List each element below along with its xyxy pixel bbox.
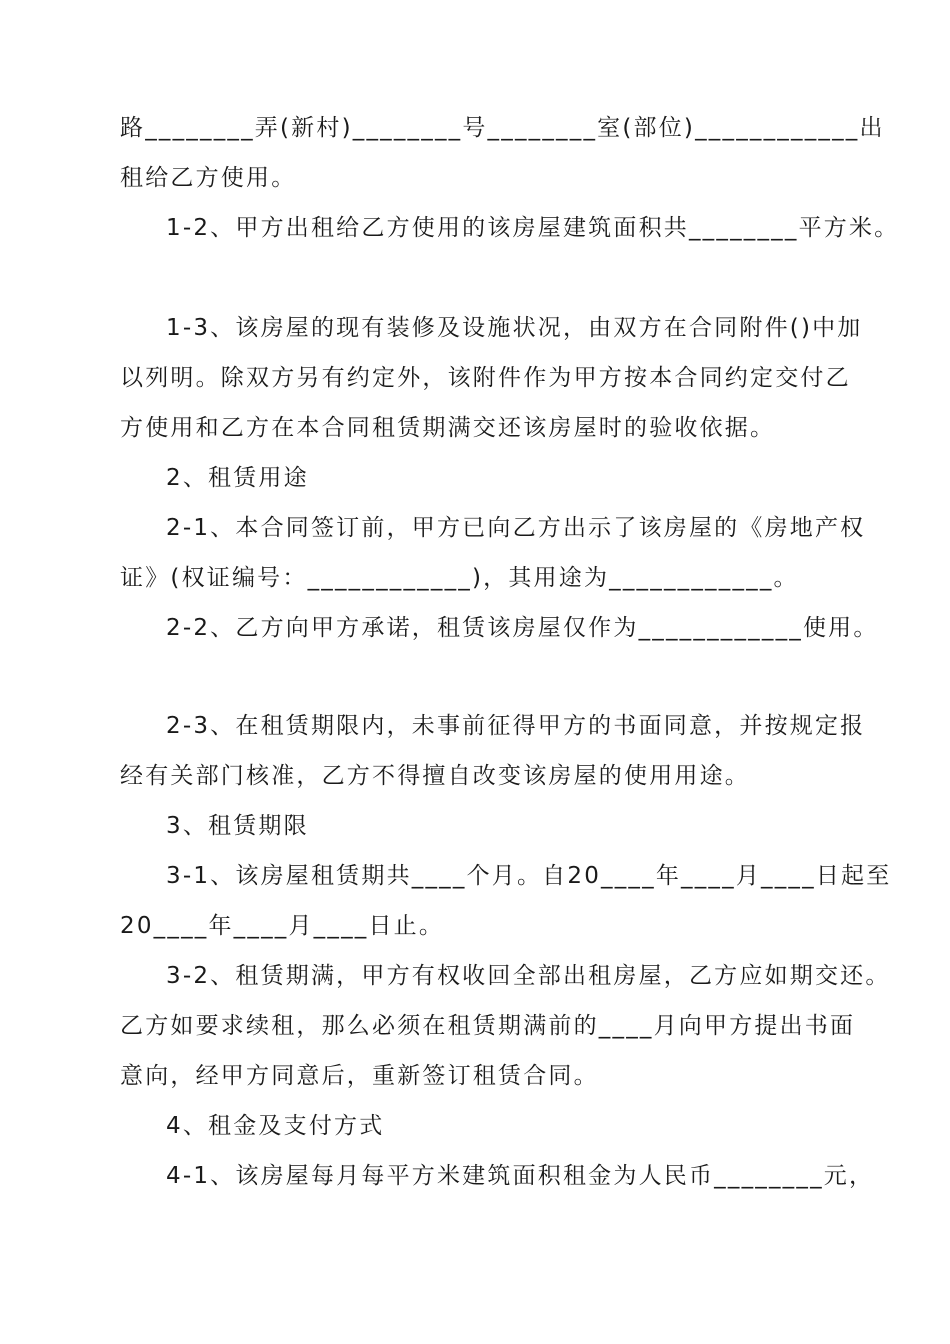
text-line: 4-1、该房屋每月每平方米建筑面积租金为人民币________元， [166, 1163, 875, 1189]
text-line: 乙方如要求续租，那么必须在租赁期满前的____月向甲方提出书面 [120, 1013, 856, 1039]
text-line: 意向，经甲方同意后，重新签订租赁合同。 [120, 1063, 599, 1089]
text-line: 方使用和乙方在本合同租赁期满交还该房屋时的验收依据。 [120, 415, 776, 441]
text-line: 证》(权证编号：____________)，其用途为____________。 [120, 565, 799, 591]
section-heading: 2、租赁用途 [166, 465, 309, 491]
text-line: 2-3、在租赁期限内，未事前征得甲方的书面同意，并按规定报 [166, 713, 866, 739]
text-line: 租给乙方使用。 [120, 165, 297, 191]
text-line: 经有关部门核准，乙方不得擅自改变该房屋的使用用途。 [120, 763, 750, 789]
text-line: 1-3、该房屋的现有装修及设施状况，由双方在合同附件()中加 [166, 315, 863, 341]
text-line: 3-1、该房屋租赁期共____个月。自20____年____月____日起至 [166, 863, 892, 889]
text-line: 2-2、乙方向甲方承诺，租赁该房屋仅作为____________使用。 [166, 615, 879, 641]
section-heading: 3、租赁期限 [166, 813, 309, 839]
text-line: 2-1、本合同签订前，甲方已向乙方出示了该房屋的《房地产权 [166, 515, 866, 541]
section-heading: 4、租金及支付方式 [166, 1113, 385, 1139]
text-line: 1-2、甲方出租给乙方使用的该房屋建筑面积共________平方米。 [166, 215, 900, 241]
text-line: 3-2、租赁期满，甲方有权收回全部出租房屋，乙方应如期交还。 [166, 963, 891, 989]
text-line: 20____年____月____日止。 [120, 913, 445, 939]
text-line: 路________弄(新村)________号________室(部位)____________出 [120, 115, 885, 141]
text-line: 以列明。除双方另有约定外，该附件作为甲方按本合同约定交付乙 [120, 365, 851, 391]
